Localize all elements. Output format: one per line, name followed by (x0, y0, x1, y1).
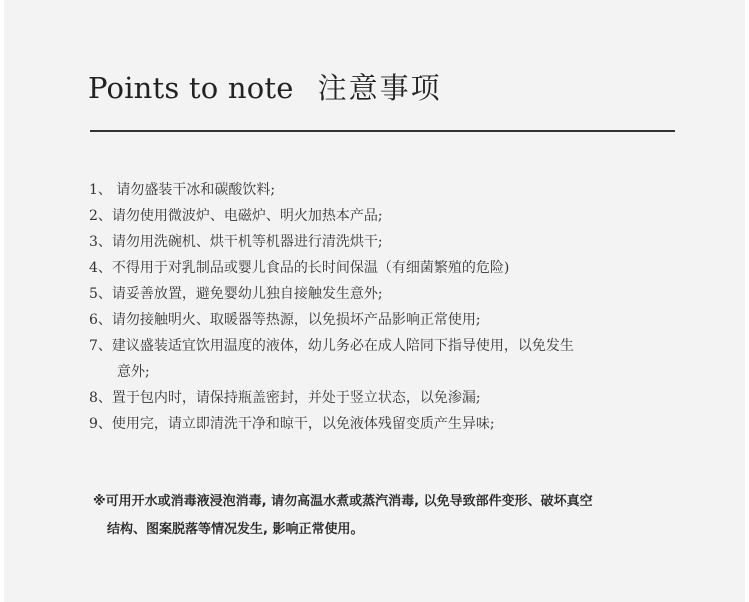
footnote-line: 结构、图案脱落等情况发生, 影响正常使用。 (107, 522, 364, 537)
list-item: 7、建议盛装适宜饮用温度的液体，幼儿务必在成人陪同下指导使用，以免发生 (89, 338, 574, 354)
footnote-line: ※可用开水或消毒液浸泡消毒, 请勿高温水煮或蒸汽消毒, 以免导致部件变形、破坏真空 (93, 494, 593, 509)
notes-list (89, 177, 574, 437)
list-item: 3、请勿用洗碗机、烘干机等机器进行清洗烘干; (89, 234, 383, 250)
content-panel (4, 0, 745, 602)
list-item: 8、置于包内时，请保持瓶盖密封，并处于竖立状态，以免渗漏; (89, 390, 481, 406)
list-item: 4、不得用于对乳制品或婴儿食品的长时间保温（有细菌繁殖的危险) (89, 260, 510, 276)
title-chinese: 注意事项 (317, 71, 442, 105)
page-title (88, 66, 442, 107)
list-item: 6、请勿接触明火、取暖器等热源，以免损坏产品影响正常使用; (89, 312, 481, 328)
list-item: 1、 请勿盛装干冰和碳酸饮料; (89, 182, 276, 198)
list-item: 2、请勿使用微波炉、电磁炉、明火加热本产品; (89, 208, 383, 224)
title-divider (90, 130, 675, 132)
list-item-continuation: 意外; (117, 364, 150, 380)
title-english: Points to note (88, 71, 294, 105)
list-item: 5、请妥善放置，避免婴幼儿独自接触发生意外; (89, 286, 383, 302)
list-item: 9、使用完，请立即清洗干净和晾干，以免液体残留变质产生异味; (89, 416, 495, 432)
footnote (93, 488, 593, 544)
